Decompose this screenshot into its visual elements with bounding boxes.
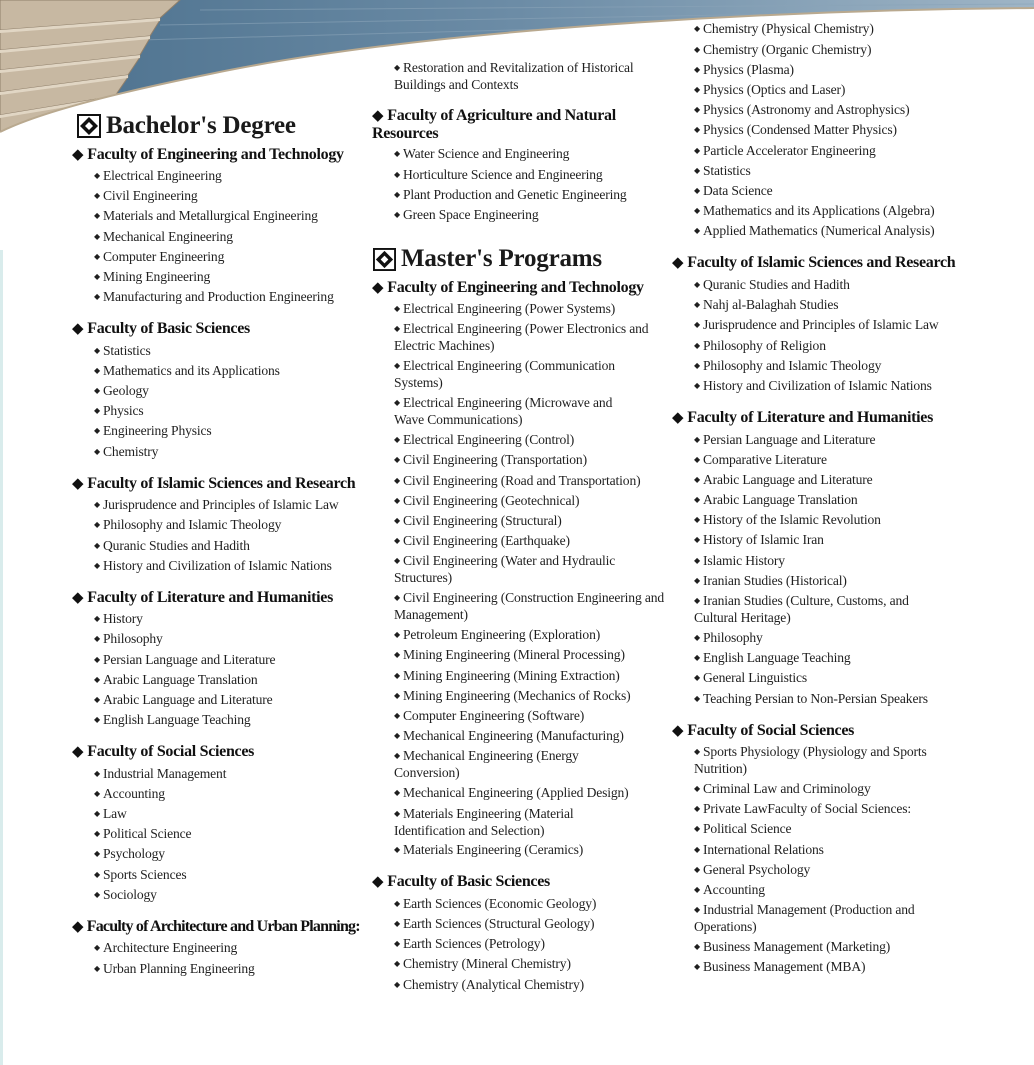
list-item: ◆ Water Science and Engineering <box>394 146 570 161</box>
list-item: ◆ Philosophy <box>94 631 163 646</box>
list-item: ◆ Civil Engineering (Geotechnical) <box>394 493 580 508</box>
list-item: ◆ Computer Engineering <box>94 249 225 264</box>
list-item: ◆ Mathematics and its Applications (Algebra) <box>694 203 935 218</box>
list-item: ◆ Quranic Studies and Hadith <box>694 277 850 292</box>
list-item: ◆ Civil Engineering (Structural) <box>394 513 562 528</box>
list-item: ◆ Chemistry (Organic Chemistry) <box>694 42 872 57</box>
bullet-icon: ◆ <box>94 715 101 724</box>
list-item: ◆ Materials Engineering (Material Identification and Selection) <box>394 806 574 838</box>
bullet-icon: ◆ <box>694 166 701 175</box>
bullet-icon: ◆ <box>694 694 701 703</box>
list-item: ◆ Horticulture Science and Engineering <box>394 167 603 182</box>
list-item: ◆ Green Space Engineering <box>394 207 539 222</box>
list-item: ◆ Statistics <box>94 343 151 358</box>
list-item: ◆ Criminal Law and Criminology <box>694 781 871 796</box>
diamond-frame-icon <box>373 248 396 271</box>
bachelor-heading <box>77 112 296 140</box>
diamond-bullet-icon: ◆ <box>372 108 384 124</box>
list-item: ◆ General Psychology <box>694 862 811 877</box>
bullet-icon: ◆ <box>94 541 101 550</box>
list-item: ◆ Engineering Physics <box>94 423 212 438</box>
bullet-icon: ◆ <box>694 576 701 585</box>
bullet-icon: ◆ <box>694 455 701 464</box>
bullet-icon: ◆ <box>694 495 701 504</box>
bullet-icon: ◆ <box>394 939 401 948</box>
bullet-icon: ◆ <box>694 885 701 894</box>
bullet-icon: ◆ <box>394 516 401 525</box>
list-item: ◆ Private LawFaculty of Social Sciences: <box>694 801 911 816</box>
bullet-icon: ◆ <box>694 206 701 215</box>
diamond-bullet-icon: ◆ <box>72 476 84 492</box>
bullet-icon: ◆ <box>94 890 101 899</box>
list-item: ◆ Civil Engineering <box>94 188 198 203</box>
list-item: ◆ Arabic Language and Literature <box>94 692 273 707</box>
list-item: ◆ Civil Engineering (Construction Engineering and Management) <box>394 590 665 622</box>
bullet-icon: ◆ <box>94 870 101 879</box>
list-item: ◆ Philosophy of Religion <box>694 338 826 353</box>
diamond-bullet-icon: ◆ <box>372 280 384 296</box>
bullet-icon: ◆ <box>694 845 701 854</box>
bullet-icon: ◆ <box>94 561 101 570</box>
diamond-bullet-icon: ◆ <box>72 147 84 163</box>
bullet-icon: ◆ <box>694 65 701 74</box>
list-item: ◆ Arabic Language Translation <box>94 672 258 687</box>
bullet-icon: ◆ <box>394 711 401 720</box>
bullet-icon: ◆ <box>94 655 101 664</box>
bullet-icon: ◆ <box>394 959 401 968</box>
list-item: ◆ Electrical Engineering <box>94 168 222 183</box>
bullet-icon: ◆ <box>394 496 401 505</box>
master-faculty-heading: ◆ Faculty of Literature and Humanities <box>672 409 934 426</box>
bullet-icon: ◆ <box>694 320 701 329</box>
list-item: ◆ Applied Mathematics (Numerical Analysis) <box>694 223 935 238</box>
list-item: ◆ Electrical Engineering (Communication Systems) <box>394 358 615 390</box>
list-item: ◆ Jurisprudence and Principles of Islamic Law <box>94 497 339 512</box>
list-item: ◆ Statistics <box>694 163 751 178</box>
list-item: ◆ Accounting <box>94 786 165 801</box>
bullet-icon: ◆ <box>694 24 701 33</box>
list-item: ◆ Architecture Engineering <box>94 940 238 955</box>
bullet-icon: ◆ <box>394 435 401 444</box>
list-item: ◆ Urban Planning Engineering <box>94 961 255 976</box>
bachelor-faculty-heading: ◆ Faculty of Literature and Humanities <box>72 589 334 606</box>
list-item: ◆ Electrical Engineering (Power Electronics and Electric Machines) <box>394 321 649 353</box>
list-item: ◆ Electrical Engineering (Power Systems) <box>394 301 616 316</box>
bullet-icon: ◆ <box>694 824 701 833</box>
bullet-icon: ◆ <box>394 731 401 740</box>
diamond-bullet-icon: ◆ <box>72 919 83 935</box>
list-item: ◆ Mining Engineering (Mining Extraction) <box>394 668 620 683</box>
bullet-icon: ◆ <box>694 361 701 370</box>
list-item: ◆ Earth Sciences (Structural Geology) <box>394 916 595 931</box>
bullet-icon: ◆ <box>694 85 701 94</box>
bullet-icon: ◆ <box>94 346 101 355</box>
bullet-icon: ◆ <box>394 919 401 928</box>
master-title: Master's Programs <box>401 245 602 272</box>
bullet-icon: ◆ <box>694 300 701 309</box>
bullet-icon: ◆ <box>394 455 401 464</box>
bullet-icon: ◆ <box>694 226 701 235</box>
bullet-icon: ◆ <box>94 520 101 529</box>
diamond-bullet-icon: ◆ <box>372 874 384 890</box>
bullet-icon: ◆ <box>94 964 101 973</box>
bullet-icon: ◆ <box>94 447 101 456</box>
diamond-bullet-icon: ◆ <box>672 410 684 426</box>
bullet-icon: ◆ <box>394 691 401 700</box>
list-item: ◆ Persian Language and Literature <box>694 432 876 447</box>
list-item: ◆ Earth Sciences (Economic Geology) <box>394 896 597 911</box>
bullet-icon: ◆ <box>394 556 401 565</box>
list-item: ◆ Quranic Studies and Hadith <box>94 538 250 553</box>
bullet-icon: ◆ <box>394 304 401 313</box>
bullet-icon: ◆ <box>94 769 101 778</box>
list-item: ◆ Psychology <box>94 846 165 861</box>
list-item: ◆ Business Management (Marketing) <box>694 939 891 954</box>
bachelor-title: Bachelor's Degree <box>106 112 296 139</box>
list-item: ◆ Electrical Engineering (Control) <box>394 432 575 447</box>
list-item: ◆ Sports Sciences <box>94 867 187 882</box>
diamond-bullet-icon: ◆ <box>672 723 684 739</box>
list-item: ◆ Mathematics and its Applications <box>94 363 280 378</box>
agriculture-faculty-heading: ◆ Faculty of Agriculture and Natural Resources <box>372 107 616 142</box>
bullet-icon: ◆ <box>394 190 401 199</box>
bullet-icon: ◆ <box>694 475 701 484</box>
bullet-icon: ◆ <box>694 341 701 350</box>
bullet-icon: ◆ <box>94 426 101 435</box>
list-item: ◆ Particle Accelerator Engineering <box>694 143 876 158</box>
bachelor-faculty-heading: ◆ Faculty of Islamic Sciences and Research <box>72 475 356 492</box>
bullet-icon: ◆ <box>394 476 401 485</box>
list-item: ◆ English Language Teaching <box>694 650 851 665</box>
bullet-icon: ◆ <box>694 633 701 642</box>
list-item: ◆ Chemistry (Analytical Chemistry) <box>394 977 584 992</box>
bullet-icon: ◆ <box>94 789 101 798</box>
bullet-icon: ◆ <box>694 784 701 793</box>
list-item: ◆ Plant Production and Genetic Engineering <box>394 187 627 202</box>
diamond-bullet-icon: ◆ <box>72 321 84 337</box>
bullet-icon: ◆ <box>94 675 101 684</box>
bullet-icon: ◆ <box>94 634 101 643</box>
list-item: ◆ History and Civilization of Islamic Nations <box>694 378 932 393</box>
bullet-icon: ◆ <box>94 171 101 180</box>
bullet-icon: ◆ <box>94 232 101 241</box>
list-item: ◆ Mining Engineering (Mechanics of Rocks) <box>394 688 631 703</box>
master-faculty-heading: ◆ Faculty of Basic Sciences <box>372 873 550 890</box>
bullet-icon: ◆ <box>394 650 401 659</box>
list-item: ◆ Industrial Management (Production and Operations) <box>694 902 915 934</box>
list-item: ◆ Computer Engineering (Software) <box>394 708 585 723</box>
list-item: ◆ Comparative Literature <box>694 452 827 467</box>
bullet-icon: ◆ <box>694 556 701 565</box>
list-item: ◆ Chemistry (Mineral Chemistry) <box>394 956 571 971</box>
bullet-icon: ◆ <box>694 596 701 605</box>
bullet-icon: ◆ <box>394 809 401 818</box>
list-item: ◆ Physics (Optics and Laser) <box>694 82 846 97</box>
list-item: ◆ Persian Language and Literature <box>94 652 276 667</box>
master-faculty-heading: ◆ Faculty of Islamic Sciences and Research <box>672 254 956 271</box>
bullet-icon: ◆ <box>394 751 401 760</box>
bullet-icon: ◆ <box>694 186 701 195</box>
bullet-icon: ◆ <box>394 788 401 797</box>
bullet-icon: ◆ <box>94 614 101 623</box>
list-item: ◆ Law <box>94 806 127 821</box>
list-item: ◆ Physics (Astronomy and Astrophysics) <box>694 102 910 117</box>
bullet-icon: ◆ <box>94 829 101 838</box>
master-faculty-heading: ◆ Faculty of Social Sciences <box>672 722 855 739</box>
bullet-icon: ◆ <box>694 942 701 951</box>
bullet-icon: ◆ <box>94 809 101 818</box>
bullet-icon: ◆ <box>394 398 401 407</box>
bullet-icon: ◆ <box>694 146 701 155</box>
list-item: ◆ Civil Engineering (Road and Transportation) <box>394 473 641 488</box>
list-item: ◆ Civil Engineering (Water and Hydraulic Structures) <box>394 553 616 585</box>
master-faculty-heading: ◆ Faculty of Engineering and Technology <box>372 279 644 296</box>
bullet-icon: ◆ <box>94 272 101 281</box>
list-item: ◆ Mining Engineering (Mineral Processing) <box>394 647 625 662</box>
bullet-icon: ◆ <box>394 593 401 602</box>
bullet-icon: ◆ <box>94 943 101 952</box>
list-item: ◆ Sociology <box>94 887 157 902</box>
bullet-icon: ◆ <box>694 804 701 813</box>
bullet-icon: ◆ <box>394 899 401 908</box>
list-item: ◆ Philosophy and Islamic Theology <box>694 358 882 373</box>
bullet-icon: ◆ <box>694 653 701 662</box>
bullet-icon: ◆ <box>94 211 101 220</box>
bullet-icon: ◆ <box>694 673 701 682</box>
bullet-icon: ◆ <box>694 125 701 134</box>
list-item: ◆ Industrial Management <box>94 766 227 781</box>
list-item: ◆ Mechanical Engineering (Applied Design) <box>394 785 629 800</box>
bullet-icon: ◆ <box>394 361 401 370</box>
list-item: ◆ Civil Engineering (Transportation) <box>394 452 587 467</box>
list-item: ◆ Data Science <box>694 183 773 198</box>
list-item: ◆ Arabic Language and Literature <box>694 472 873 487</box>
list-item: ◆ Physics <box>94 403 144 418</box>
bachelor-faculty-heading: ◆ Faculty of Social Sciences <box>72 743 255 760</box>
bullet-icon: ◆ <box>94 366 101 375</box>
bullet-icon: ◆ <box>394 536 401 545</box>
list-item: ◆ Chemistry <box>94 444 159 459</box>
diamond-frame-icon <box>77 114 101 138</box>
bullet-icon: ◆ <box>394 671 401 680</box>
list-item: ◆ Chemistry (Physical Chemistry) <box>694 21 874 36</box>
bullet-icon: ◆ <box>394 324 401 333</box>
list-item: ◆ Iranian Studies (Culture, Customs, and Cultural Heritage) <box>694 593 909 625</box>
bullet-icon: ◆ <box>394 170 401 179</box>
bullet-icon: ◆ <box>94 695 101 704</box>
list-item: ◆ Electrical Engineering (Microwave and Wave Communications) <box>394 395 613 427</box>
list-item: ◆ Nahj al-Balaghah Studies <box>694 297 839 312</box>
list-item: ◆ Mechanical Engineering <box>94 229 233 244</box>
bullet-icon: ◆ <box>94 406 101 415</box>
list-item: ◆ Philosophy and Islamic Theology <box>94 517 282 532</box>
bullet-icon: ◆ <box>694 45 701 54</box>
list-item: ◆ History of Islamic Iran <box>694 532 824 547</box>
bullet-icon: ◆ <box>94 500 101 509</box>
bullet-icon: ◆ <box>94 191 101 200</box>
bullet-icon: ◆ <box>94 252 101 261</box>
bullet-icon: ◆ <box>694 105 701 114</box>
list-item: ◆ Petroleum Engineering (Exploration) <box>394 627 601 642</box>
bullet-icon: ◆ <box>394 845 401 854</box>
list-item: ◆ Materials Engineering (Ceramics) <box>394 842 584 857</box>
bachelor-faculty-heading: ◆ Faculty of Engineering and Technology <box>72 146 344 163</box>
list-item: ◆ Mining Engineering <box>94 269 211 284</box>
list-item: ◆ International Relations <box>694 842 824 857</box>
list-item: ◆ Manufacturing and Production Engineering <box>94 289 334 304</box>
bullet-icon: ◆ <box>394 210 401 219</box>
list-item: ◆ English Language Teaching <box>94 712 251 727</box>
list-item: ◆ Iranian Studies (Historical) <box>694 573 847 588</box>
list-item: ◆ Civil Engineering (Earthquake) <box>394 533 570 548</box>
list-item: ◆ Business Management (MBA) <box>694 959 866 974</box>
bullet-icon: ◆ <box>694 515 701 524</box>
list-item: ◆ Restoration and Revitalization of Historical Buildings and Contexts <box>394 60 634 92</box>
bullet-icon: ◆ <box>94 386 101 395</box>
list-item: ◆ Accounting <box>694 882 765 897</box>
bullet-icon: ◆ <box>394 980 401 989</box>
bullet-icon: ◆ <box>94 292 101 301</box>
list-item: ◆ Philosophy <box>694 630 763 645</box>
master-heading <box>373 245 602 273</box>
list-item: ◆ Earth Sciences (Petrology) <box>394 936 545 951</box>
list-item: ◆ Sports Physiology (Physiology and Sports Nutrition) <box>694 744 927 776</box>
list-item: ◆ Physics (Plasma) <box>694 62 794 77</box>
list-item: ◆ Materials and Metallurgical Engineering <box>94 208 318 223</box>
page-edge-strip <box>0 250 3 1065</box>
bullet-icon: ◆ <box>394 149 401 158</box>
bullet-icon: ◆ <box>94 849 101 858</box>
bullet-icon: ◆ <box>694 905 701 914</box>
bachelor-faculty-heading: ◆ Faculty of Basic Sciences <box>72 320 250 337</box>
list-item: ◆ Mechanical Engineering (Energy Conversion) <box>394 748 579 780</box>
bullet-icon: ◆ <box>694 435 701 444</box>
list-item: ◆ History of the Islamic Revolution <box>694 512 881 527</box>
list-item: ◆ Geology <box>94 383 149 398</box>
list-item: ◆ Teaching Persian to Non-Persian Speakers <box>694 691 928 706</box>
list-item: ◆ General Linguistics <box>694 670 807 685</box>
bullet-icon: ◆ <box>694 381 701 390</box>
list-item: ◆ History <box>94 611 143 626</box>
list-item: ◆ Arabic Language Translation <box>694 492 858 507</box>
bullet-icon: ◆ <box>694 962 701 971</box>
bullet-icon: ◆ <box>394 63 401 72</box>
list-item: ◆ Islamic History <box>694 553 785 568</box>
list-item: ◆ Political Science <box>694 821 792 836</box>
bullet-icon: ◆ <box>694 865 701 874</box>
bullet-icon: ◆ <box>694 280 701 289</box>
list-item: ◆ Jurisprudence and Principles of Islamic Law <box>694 317 939 332</box>
bullet-icon: ◆ <box>694 747 701 756</box>
diamond-bullet-icon: ◆ <box>72 744 84 760</box>
bullet-icon: ◆ <box>394 630 401 639</box>
bachelor-faculty-heading: ◆ Faculty of Architecture and Urban Planning: <box>72 918 360 935</box>
list-item: ◆ Political Science <box>94 826 192 841</box>
list-item: ◆ Mechanical Engineering (Manufacturing) <box>394 728 624 743</box>
bullet-icon: ◆ <box>694 535 701 544</box>
diamond-bullet-icon: ◆ <box>72 590 84 606</box>
list-item: ◆ Physics (Condensed Matter Physics) <box>694 122 897 137</box>
diamond-bullet-icon: ◆ <box>672 255 684 271</box>
list-item: ◆ History and Civilization of Islamic Nations <box>94 558 332 573</box>
